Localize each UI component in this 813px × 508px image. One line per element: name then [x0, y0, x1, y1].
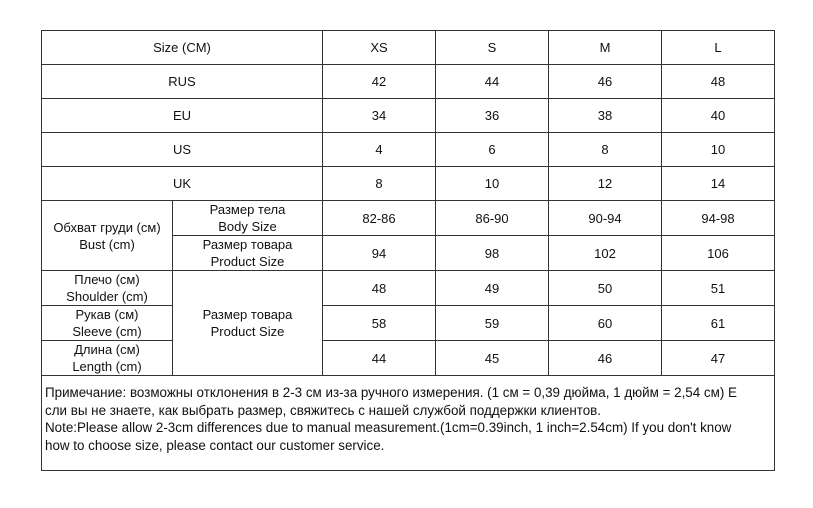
header-label-cell: Size (CM) — [42, 31, 323, 65]
table-cell: 14 — [662, 167, 775, 201]
table-cell: 48 — [662, 65, 775, 99]
table-cell: 48 — [323, 271, 436, 306]
table-row — [42, 167, 775, 201]
sleeve-label-cell — [42, 306, 173, 341]
body-size-label-ru: Размер тела — [209, 202, 286, 217]
product-size-label-cell — [173, 236, 323, 271]
table-cell: 106 — [662, 236, 775, 271]
table-cell: 40 — [662, 99, 775, 133]
table-row — [42, 99, 775, 133]
size-header-m: M — [549, 31, 662, 65]
size-header-s: S — [436, 31, 549, 65]
table-cell: 47 — [662, 341, 775, 376]
table-cell: 60 — [549, 306, 662, 341]
table-cell: 44 — [323, 341, 436, 376]
table-cell: 6 — [436, 133, 549, 167]
note-cell — [42, 376, 775, 471]
length-label-ru: Длина (см) — [74, 342, 140, 357]
sleeve-label-en: Sleeve (cm) — [72, 324, 142, 339]
table-cell: 59 — [436, 306, 549, 341]
table-cell: 82-86 — [323, 201, 436, 236]
bust-label-en: Bust (cm) — [79, 236, 135, 252]
table-cell: 10 — [436, 167, 549, 201]
note-row — [42, 376, 775, 471]
table-cell: 10 — [662, 133, 775, 167]
note-line: how to choose size, please contact our customer service. — [45, 437, 385, 453]
row-label-us: US — [42, 133, 323, 167]
body-size-label-en: Body Size — [218, 219, 277, 234]
garment-product-size-en: Product Size — [210, 324, 285, 339]
table-cell: 58 — [323, 306, 436, 341]
table-cell: 86-90 — [436, 201, 549, 236]
length-label-cell — [42, 341, 173, 376]
table-cell: 49 — [436, 271, 549, 306]
note-line: сли вы не знаете, как выбрать размер, свяжитесь с нашей службой поддержки клиентов. — [45, 402, 601, 418]
table-cell: 8 — [323, 167, 436, 201]
note-line: Note:Please allow 2-3cm differences due to manual measurement.(1cm=0.39inch, 1 inch=2.54cm) If you don't know — [45, 420, 732, 435]
size-header-xs: XS — [323, 31, 436, 65]
bust-label-cell — [42, 201, 173, 271]
row-label-rus: RUS — [42, 65, 323, 99]
shoulder-label-ru: Плечо (см) — [74, 272, 140, 287]
table-row — [42, 341, 775, 376]
table-cell: 36 — [436, 99, 549, 133]
length-label-en: Length (cm) — [72, 359, 142, 374]
product-size-label-ru: Размер товара — [202, 237, 293, 252]
size-header-l: L — [662, 31, 775, 65]
table-cell: 34 — [323, 99, 436, 133]
table-row — [42, 306, 775, 341]
table-cell: 8 — [549, 133, 662, 167]
table-cell: 38 — [549, 99, 662, 133]
table-cell: 98 — [436, 236, 549, 271]
sleeve-label-ru: Рукав (см) — [75, 307, 139, 322]
table-cell: 90-94 — [549, 201, 662, 236]
table-cell: 50 — [549, 271, 662, 306]
row-label-uk: UK — [42, 167, 323, 201]
table-cell: 94-98 — [662, 201, 775, 236]
table-cell: 46 — [549, 341, 662, 376]
table-cell: 46 — [549, 65, 662, 99]
table-cell: 51 — [662, 271, 775, 306]
table-cell: 102 — [549, 236, 662, 271]
table-cell: 45 — [436, 341, 549, 376]
product-size-label-en: Product Size — [210, 254, 285, 269]
garment-product-size-cell — [173, 271, 323, 376]
table-row — [42, 133, 775, 167]
table-row — [42, 65, 775, 99]
shoulder-label-cell — [42, 271, 173, 306]
table-cell: 4 — [323, 133, 436, 167]
size-chart-table — [41, 30, 775, 471]
table-row — [42, 271, 775, 306]
header-row — [42, 31, 775, 65]
garment-product-size-ru: Размер товара — [202, 307, 293, 322]
body-size-label-cell — [173, 201, 323, 236]
table-cell: 94 — [323, 236, 436, 271]
table-cell: 42 — [323, 65, 436, 99]
shoulder-label-en: Shoulder (cm) — [66, 289, 148, 304]
table-row — [42, 201, 775, 236]
row-label-eu: EU — [42, 99, 323, 133]
table-cell: 61 — [662, 306, 775, 341]
table-cell: 12 — [549, 167, 662, 201]
bust-label-ru: Обхват груди (см) — [53, 219, 161, 235]
table-cell: 44 — [436, 65, 549, 99]
note-line: Примечание: возможны отклонения в 2-3 см из-за ручного измерения. (1 см = 0,39 дюйма, 1 дюйм = 2,54 см) Е — [45, 385, 737, 400]
